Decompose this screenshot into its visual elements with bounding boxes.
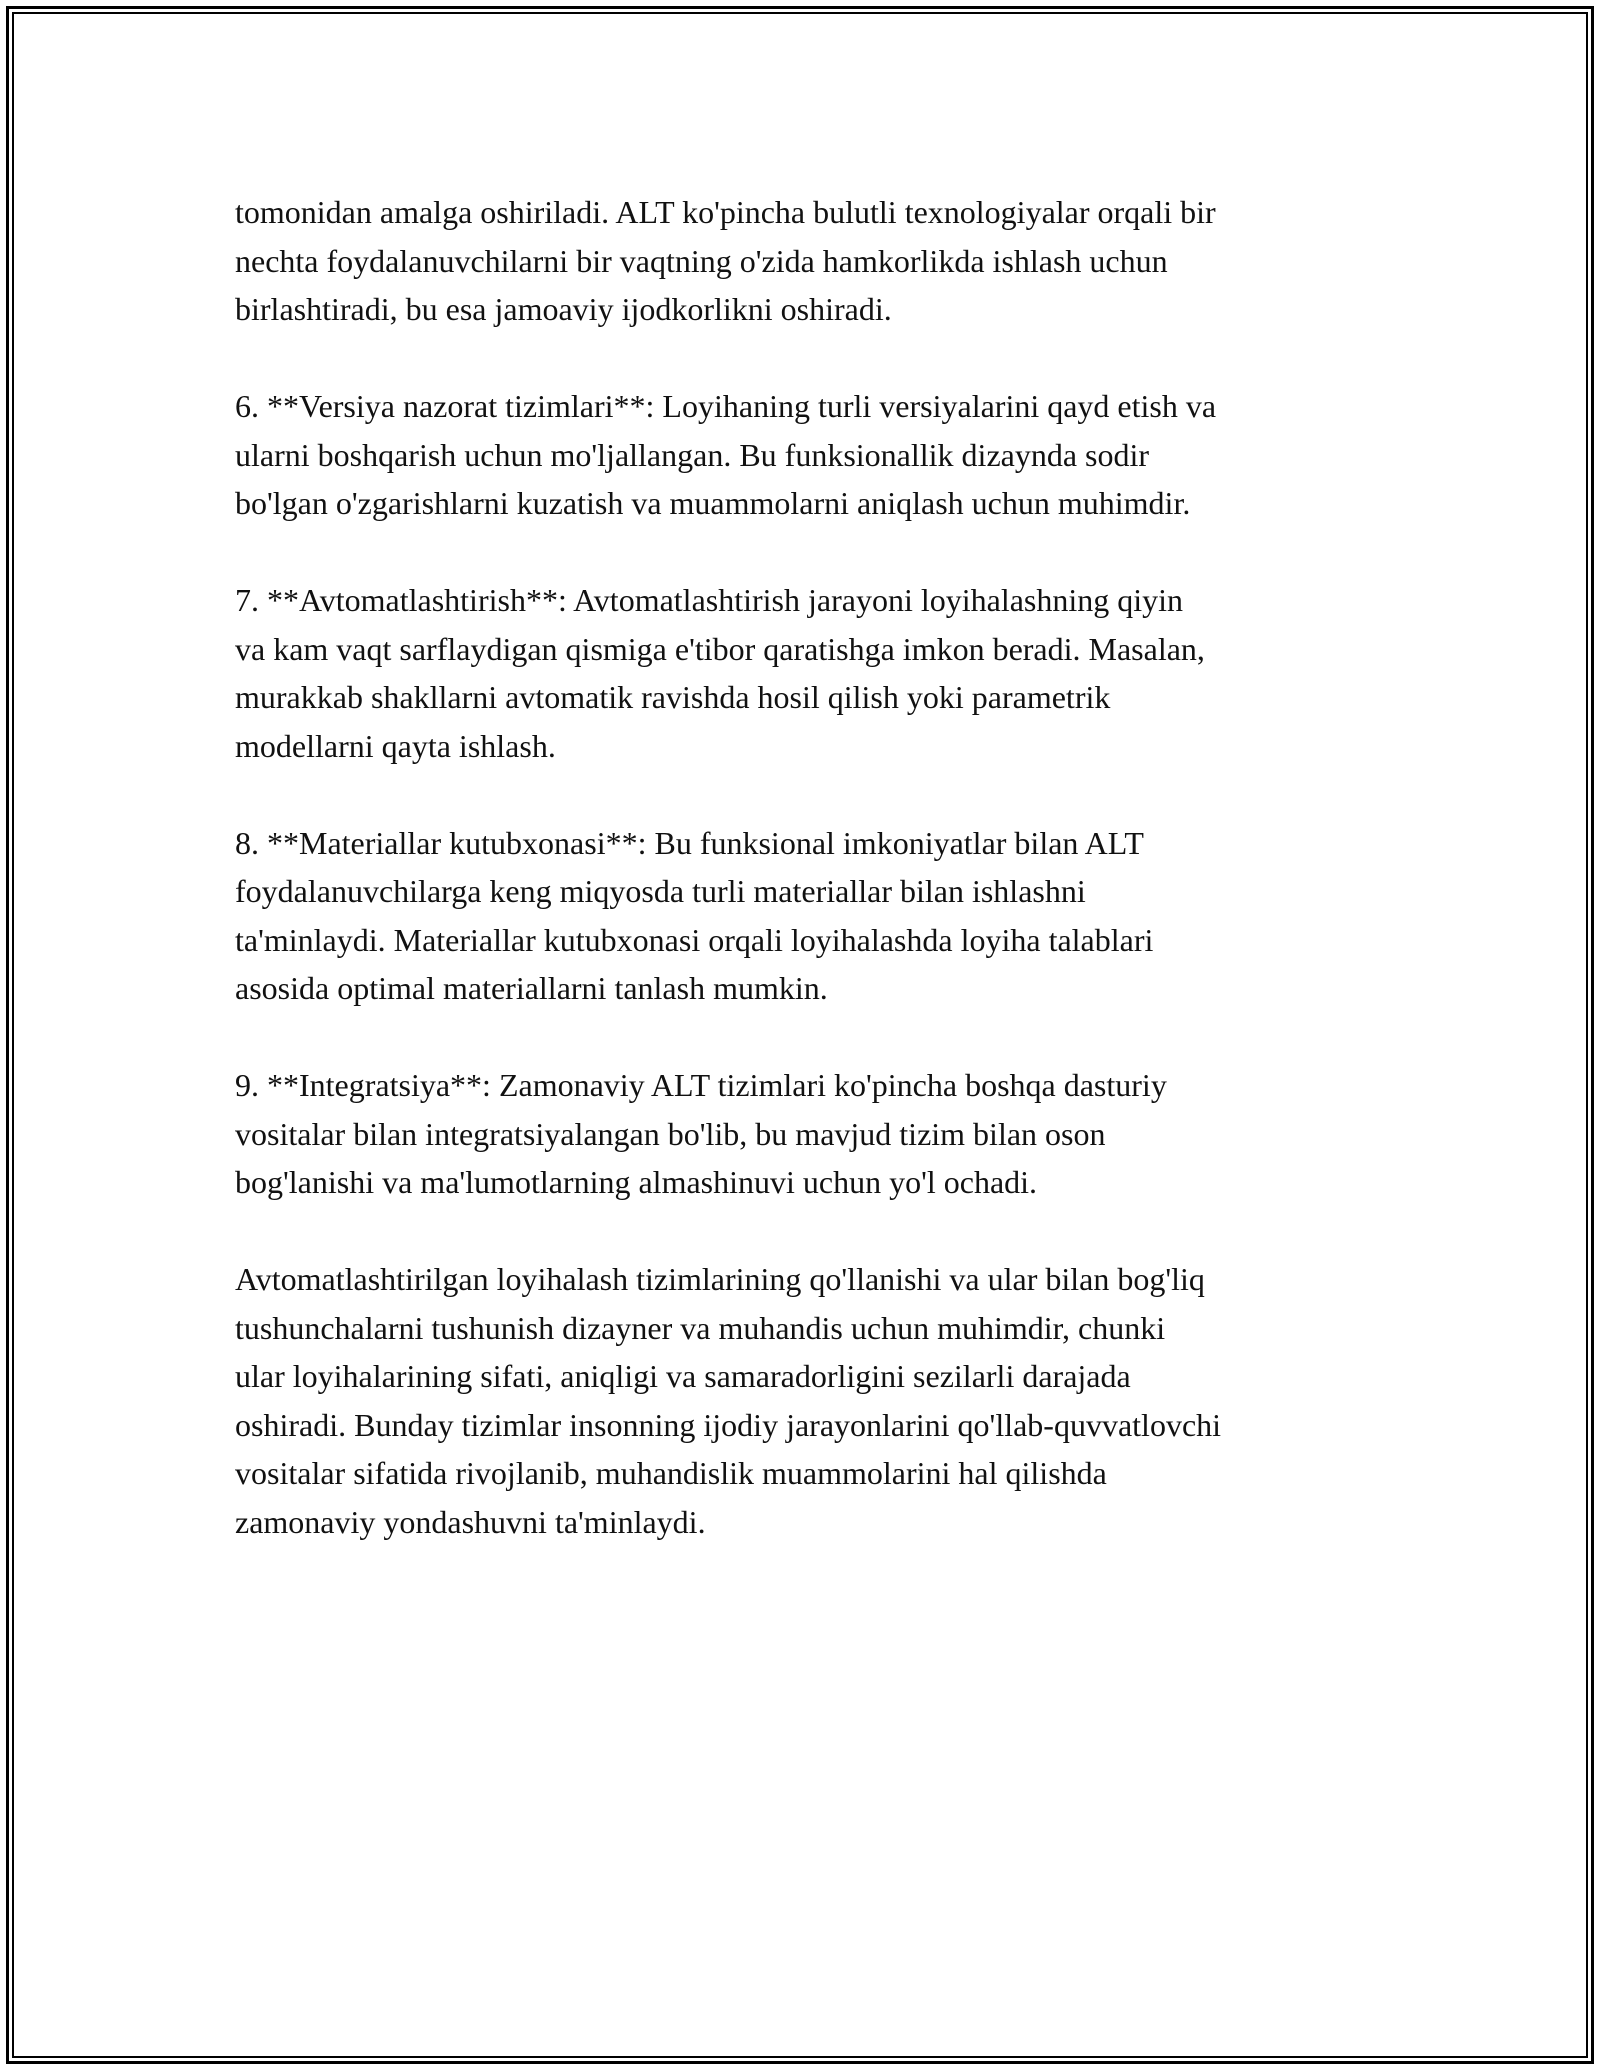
text-line: birlashtiradi, bu esa jamoaviy ijodkorlikni oshiradi. <box>235 291 892 327</box>
text-line: ularni boshqarish uchun mo'ljallangan. Bu funksionallik dizaynda sodir <box>235 436 1150 473</box>
text-line: oshiradi. Bunday tizimlar insonning ijodiy jarayonlarini qo'llab-quvvatlovchi <box>235 1406 1222 1443</box>
text-line: zamonaviy yondashuvni ta'minlaydi. <box>235 1503 706 1540</box>
text-line: 7. **Avtomatlashtirish**: Avtomatlashtirish jarayoni loyihalashning qiyin <box>235 582 1184 618</box>
text-line: modellarni qayta ishlash. <box>235 727 556 764</box>
paragraph-item-7 <box>235 576 1385 770</box>
paragraph-item-9 <box>235 1061 1385 1207</box>
text-line: va kam vaqt sarflaydigan qismiga e'tibor qaratishga imkon beradi. Masalan, <box>235 630 1205 667</box>
paragraph-item-6 <box>235 382 1385 528</box>
paragraph-item-8 <box>235 819 1385 1013</box>
text-line: 8. **Materiallar kutubxonasi**: Bu funksional imkoniyatlar bilan ALT <box>235 824 1144 861</box>
text-line: 9. **Integratsiya**: Zamonaviy ALT tizimlari ko'pincha boshqa dasturiy <box>235 1067 1167 1103</box>
text-line: ta'minlaydi. Materiallar kutubxonasi orqali loyihalashda loyiha talablari <box>235 921 1154 958</box>
text-line: Avtomatlashtirilgan loyihalash tizimlarining qo'llanishi va ular bilan bog'liq <box>235 1261 1205 1297</box>
text-line: tomonidan amalga oshiriladi. ALT ko'pincha bulutli texnologiyalar orqali bir <box>235 194 1216 230</box>
text-line: foydalanuvchilarga keng miqyosda turli materiallar bilan ishlashni <box>235 873 1086 909</box>
text-line: vositalar bilan integratsiyalangan bo'lib, bu mavjud tizim bilan oson <box>235 1115 1106 1152</box>
text-line: tushunchalarni tushunish dizayner va muhandis uchun muhimdir, chunki <box>235 1309 1166 1346</box>
text-line: asosida optimal materiallarni tanlash mumkin. <box>235 970 828 1006</box>
text-line: ular loyihalarining sifati, aniqligi va samaradorligini sezilarli darajada <box>235 1358 1131 1394</box>
text-line: 6. **Versiya nazorat tizimlari**: Loyihaning turli versiyalarini qayd etish va <box>235 388 1217 424</box>
text-line: nechta foydalanuvchilarni bir vaqtning o'zida hamkorlikda ishlash uchun <box>235 242 1168 279</box>
paragraph-conclusion <box>235 1255 1385 1546</box>
text-line: vositalar sifatida rivojlanib, muhandislik muammolarini hal qilishda <box>235 1455 1107 1491</box>
text-line: murakkab shakllarni avtomatik ravishda hosil qilish yoki parametrik <box>235 679 1111 715</box>
document-body <box>235 188 1385 1595</box>
paragraph-intro-continuation <box>235 188 1385 334</box>
text-line: bog'lanishi va ma'lumotlarning almashinuvi uchun yo'l ochadi. <box>235 1164 1038 1200</box>
text-line: bo'lgan o'zgarishlarni kuzatish va muammolarni aniqlash uchun muhimdir. <box>235 485 1191 521</box>
